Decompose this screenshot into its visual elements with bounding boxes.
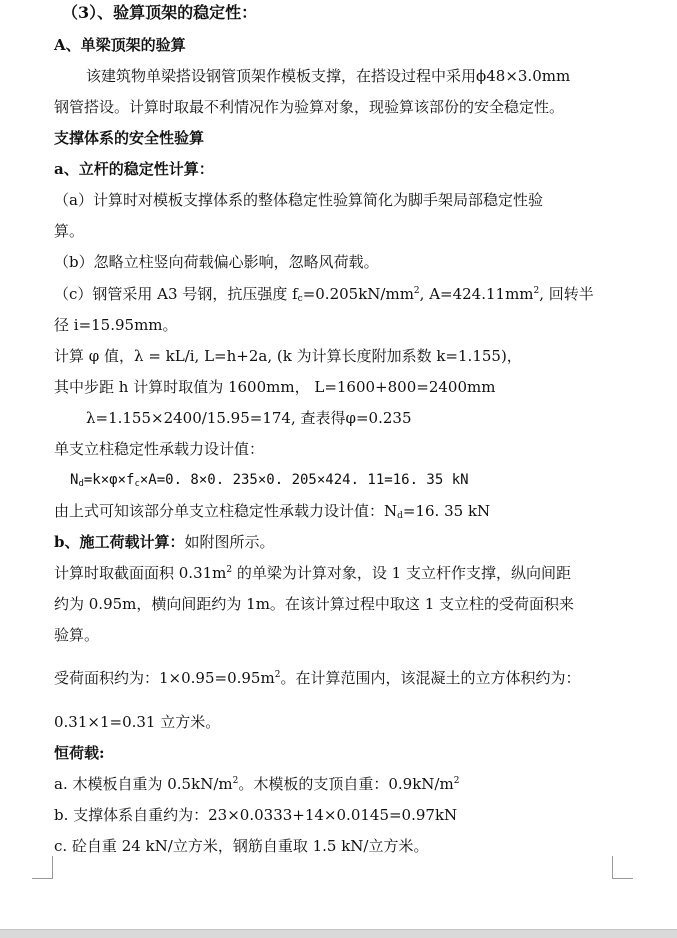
dead-load-heading: 恒荷载:: [54, 744, 105, 762]
subsection-b-title: [54, 532, 275, 552]
calculation-line: 验算。: [54, 626, 100, 644]
superscript: 2: [232, 776, 239, 786]
item-a-line: 算。: [54, 222, 85, 240]
load-item-a: [54, 774, 459, 794]
subscript: c: [134, 479, 140, 489]
calculation-line: [54, 563, 571, 583]
lambda-line: λ=1.155×2400/15.95=174, 查表得φ=0.235: [86, 409, 412, 427]
capacity-label: 单支立柱稳定性承载力设计值：: [54, 440, 265, 458]
text-run: =0.205kN/mm: [302, 285, 414, 303]
text-run: , 回转半: [539, 285, 594, 303]
page-corner-mark-right: [612, 856, 633, 879]
superscript: 2: [453, 776, 460, 786]
text-run: a. 木模板自重为 0.5kN/m: [54, 775, 233, 793]
subscript: d: [78, 479, 84, 489]
superscript: 2: [274, 670, 281, 680]
section-heading: （3）、验算顶架的稳定性：: [62, 3, 258, 22]
text-run: , A=424.11mm: [419, 285, 534, 303]
item-c-line: 径 i=15.95mm。: [54, 316, 178, 334]
text-run: =16. 35 kN: [402, 502, 491, 520]
subsection-a-title: a、立杆的稳定性计算：: [54, 160, 214, 178]
text-run: =k×φ×f: [83, 472, 135, 488]
item-a-line: （a）计算时对模板支撑体系的整体稳定性验算简化为脚手架局部稳定性验: [54, 191, 543, 209]
capacity-formula: [70, 470, 469, 490]
subscript: c: [297, 294, 303, 304]
superscript: 2: [413, 286, 420, 296]
text-run: 计算时取截面面积 0.31m: [54, 564, 227, 582]
text-run: （c）钢管采用 A3 号钢，抗压强度 f: [54, 285, 298, 303]
text-run: 由上式可知该部分单支立柱稳定性承载力设计值：N: [54, 502, 398, 520]
volume-line: 0.31×1=0.31 立方米。: [54, 713, 221, 731]
text-run: 如附图所示。: [184, 533, 275, 551]
text-run: b、施工荷载计算：: [54, 533, 185, 551]
item-c-line: [54, 284, 594, 304]
load-item-c: c. 砼自重 24 kN/立方米，钢筋自重取 1.5 kN/立方米。: [54, 837, 429, 855]
subscript: d: [397, 511, 403, 521]
text-run: ×A=0. 8×0. 235×0. 205×424. 11=16. 35 kN: [139, 472, 469, 488]
item-b-line: （b）忽略立柱竖向荷载偏心影响，忽略风荷载。: [54, 253, 379, 271]
support-system-heading: 支撑体系的安全性验算: [54, 129, 205, 147]
page-corner-mark-left: [32, 856, 53, 879]
section-a-title: A、单梁顶架的验算: [54, 36, 186, 54]
step-length-line: 其中步距 h 计算时取值为 1600mm， L=1600+800=2400mm: [54, 378, 496, 396]
text-run: 。木模板的支顶自重：0.9kN/m: [238, 775, 454, 793]
paragraph-line: 钢管搭设。计算时取最不利情况作为验算对象，现验算该部份的安全稳定性。: [54, 98, 565, 116]
calculation-line: 约为 0.95m，横向间距约为 1m。在该计算过程中取这 1 支立柱的受荷面积来: [54, 595, 575, 613]
load-area-line: [54, 668, 580, 688]
text-run: N: [70, 472, 79, 488]
superscript: 2: [533, 286, 540, 296]
load-item-b: b. 支撑体系自重约为：23×0.0333+14×0.0145=0.97kN: [54, 806, 458, 824]
text-run: 受荷面积约为：1×0.95=0.95m: [54, 669, 275, 687]
text-run: 的单梁为计算对象，设 1 支立杆作支撑，纵向间距: [232, 564, 571, 582]
text-run: 。在计算范围内，该混凝土的立方体积约为：: [280, 669, 581, 687]
paragraph-line: 该建筑物单梁搭设钢管顶架作模板支撑，在搭设过程中采用ϕ48×3.0mm: [86, 67, 571, 85]
phi-calculation-line: 计算 φ 值，λ = kL/i, L=h+2a, (k 为计算长度附加系数 k=1.155)，: [54, 347, 522, 365]
capacity-result: [54, 501, 490, 521]
superscript: 2: [226, 565, 233, 575]
